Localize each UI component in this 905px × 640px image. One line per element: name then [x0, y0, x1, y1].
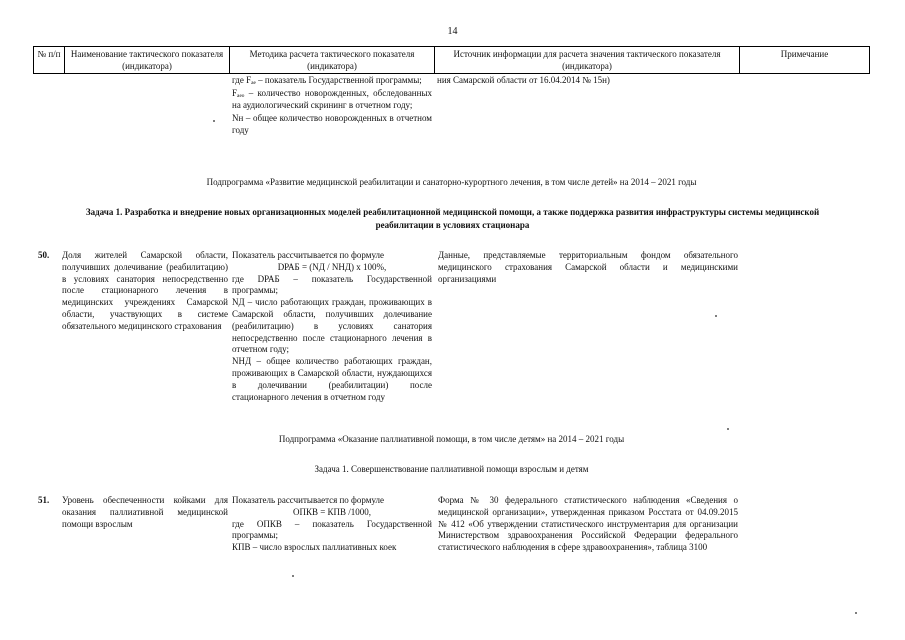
row-indicator: Уровень обеспеченности койками для оказания паллиативной медицинской помощи взрослым	[62, 495, 228, 529]
subprogram-palliative: Подпрограмма «Оказание паллиативной помощи, в том числе детям» на 2014 – 2021 годы	[278, 434, 625, 444]
page-number: 14	[447, 26, 458, 37]
header-note: Примечание	[740, 47, 870, 74]
row-indicator: Доля жителей Самарской области, получивших долечивание (реабилитацию) в условиях санатория непосредственно после стационарного лечения в медицинских учреждениях Самарской области, участвующих в системе обязательного медицинского страхования	[62, 250, 228, 331]
header-source: Источник информации для расчета значения тактического показателя (индикатора)	[435, 47, 740, 74]
task-palliative: Задача 1. Совершенствование паллиативной помощи взрослым и детям	[314, 464, 589, 474]
method-line: где ОПКВ – показатель Государственной программы;	[232, 518, 432, 541]
method-formula: ОПКВ = КПВ /1000,	[292, 506, 372, 517]
method-line: КПВ – число взрослых паллиативных коек	[232, 542, 397, 553]
method-line: где DРАБ – показатель Государственной программы;	[232, 273, 432, 296]
scan-speck	[292, 575, 294, 577]
header-number: № п/п	[34, 47, 65, 74]
continuation-method-line: Fₐₑₒ – количество новорожденных, обследованных на аудиологический скрининг в отчетном году;	[232, 87, 432, 110]
header-indicator-name: Наименование тактического показателя (индикатора)	[65, 47, 230, 74]
subprogram-rehabilitation: Подпрограмма «Развитие медицинской реабилитации и санаторно-курортного лечения, в том числе детей» на 2014 – 2021 годы	[206, 177, 697, 187]
row-method	[232, 495, 432, 554]
continuation-method-line: где Fₐₑ – показатель Государственной программы;	[232, 75, 422, 85]
task-rehabilitation: Задача 1. Разработка и внедрение новых организационных моделей реабилитационной медицинской помощи, а также поддержка развития инфраструктуры системы медицинской реабилитации в условиях стационара	[85, 207, 820, 230]
continuation-method-line: Nн – общее количество новорожденных в отчетном году	[232, 112, 432, 135]
header-method: Методика расчета тактического показателя (индикатора)	[230, 47, 435, 74]
continuation-source: ния Самарской области от 16.04.2014 № 15н)	[437, 75, 610, 85]
row-number: 50.	[38, 250, 50, 260]
method-intro: Показатель рассчитывается по формуле	[232, 250, 385, 260]
row-method	[232, 250, 432, 403]
table-header	[33, 46, 870, 74]
method-intro: Показатель рассчитывается по формуле	[232, 495, 385, 505]
scan-speck	[715, 315, 717, 317]
method-line: NД – число работающих граждан, проживающих в Самарской области, получивших долечивание (реабилитацию) в условиях санатория непосредственно после стационарного лечения в отчетном году;	[232, 297, 432, 355]
continuation-method	[232, 74, 432, 137]
row-number: 51.	[38, 495, 50, 505]
scan-speck	[213, 120, 215, 122]
method-line: NНД – общее количество работающих граждан, проживающих в Самарской области, нуждающихся в долечивании (реабилитации) после стационарного лечения в отчетном году	[232, 356, 432, 402]
row-source: Форма № 30 федерального статистического наблюдения «Сведения о медицинской организации», утвержденная приказом Росстата от 04.09.2015 № 412 «Об утверждении статистического инструментария для организации Министерством здравоохранения Российской Федерации федерального статистического наблюдения в сфере здравоохранения», таблица 3100	[438, 495, 738, 553]
row-source: Данные, представляемые территориальным фондом обязательного медицинского страхования Самарской области и медицинскими организациями	[438, 250, 738, 284]
scan-speck	[727, 428, 729, 430]
method-formula: DРАБ = (NД / NНД) x 100%,	[277, 261, 387, 272]
scan-speck	[855, 612, 857, 614]
